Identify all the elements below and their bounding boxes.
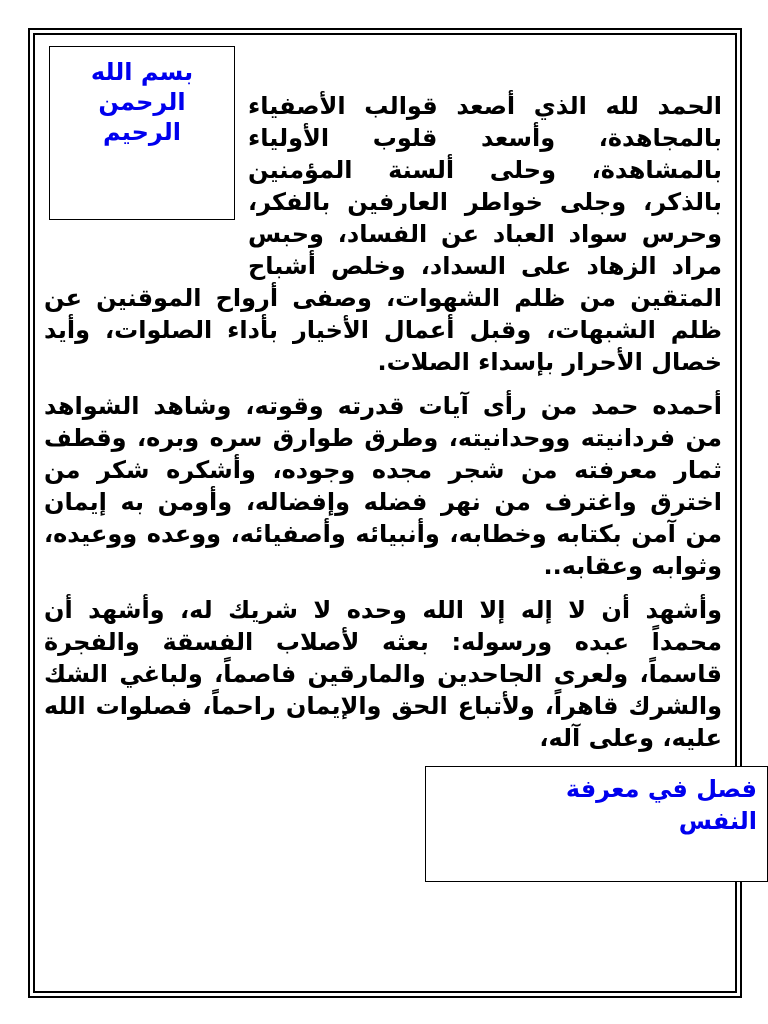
section-heading-box <box>425 766 768 882</box>
paragraph-testimony: وأشهد أن لا إله إلا الله وحده لا شريك له، وأشهد أن محمداً عبده ورسوله: بعثه لأصلاب الفسقة والفجرة قاسماً، ولعرى الجاحدين والمارقين فاصماً، ولباغي الشك والشرك قاهراً، ولأتباع الحق والإيمان راحماً، فصلوات الله عليه، وعلى آله، <box>44 596 722 752</box>
paragraph-praise: الحمد لله الذي أصعد قوالب الأصفياء بالمجاهدة، وأسعد قلوب الأولياء بالمشاهدة، وحلى ألسنة المؤمنين بالذكر، وجلى خواطر العارفين بالفكر، وحرس سواد العباد عن الفساد، وحبس مراد الزهاد على السداد، وخلص أشباح المتقين من ظلم الشهوات، وصفى أرواح الموقنين عن ظلم الشبهات، وقبل أعمال الأخيار بأداء الصلوات، وأيد خصال الأحرار بإسداء الصلات. <box>44 92 722 376</box>
basmala-box <box>49 46 235 220</box>
basmala-text: بسم الله الرحمن الرحيم <box>90 58 194 146</box>
section-heading: فصل في معرفة النفس <box>565 775 757 835</box>
paragraph-gratitude: أحمده حمد من رأى آيات قدرته وقوته، وشاهد الشواهد من فردانيته ووحدانيته، وطرق طوارق سره وبره، وقطف ثمار معرفته من شجر مجده وجوده، وأشكره شكر من اخترق واغترف من نهر فضله وإفضاله، وأومن به إيمان من آمن بكتابه وخطابه، وأنبيائه وأصفيائه، ووعده ووعيده، وثوابه وعقابه.. <box>44 392 722 580</box>
